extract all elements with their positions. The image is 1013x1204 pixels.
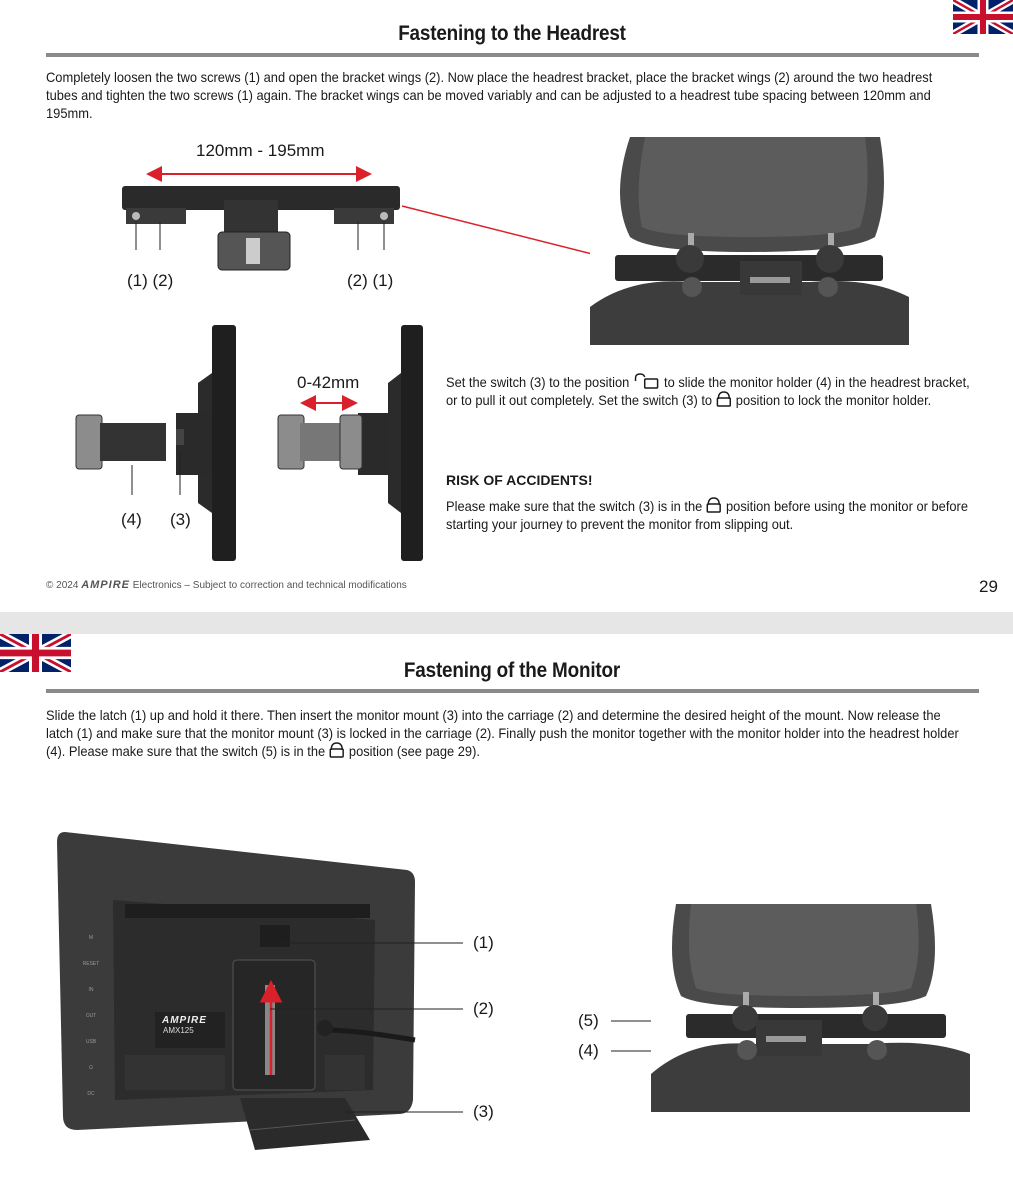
slide-range-label: 0-42mm (297, 373, 360, 392)
title-rule (46, 53, 979, 57)
spacing-dimension-label: 120mm - 195mm (196, 141, 325, 160)
side-button-label: USB (85, 1039, 97, 1045)
monitor-text-b: position (see page 29). (348, 743, 480, 759)
risk-text-b: position before using the monitor or before starting your journey to prevent the monitor from slipping out. (446, 498, 969, 532)
monitor-model-label: AMX125 (163, 1026, 194, 1035)
lock-open-icon (633, 373, 661, 389)
uk-flag-icon (953, 0, 1013, 34)
side-button-labels (80, 925, 102, 1107)
headrest-bracket-diagram (118, 160, 408, 275)
switch-instructions (446, 373, 970, 409)
callout-monitor-mount: (3) (473, 1102, 494, 1121)
label-screws-wings-left: (1) (2) (127, 271, 174, 290)
footer-year: 2024 (56, 580, 79, 591)
monitor-fastening-paragraph (46, 706, 966, 760)
title-rule (46, 689, 979, 693)
pointer-arrow-icon (400, 196, 615, 266)
switch-text-c: position to lock the monitor holder. (735, 392, 932, 408)
footer-text: Electronics – Subject to correction and technical modifications (132, 580, 407, 591)
lock-closed-icon (706, 497, 723, 513)
risk-heading: RISK OF ACCIDENTS! (446, 472, 593, 488)
footer (46, 579, 407, 591)
label-switch: (3) (170, 510, 191, 529)
side-button-label: Ω (89, 1065, 93, 1071)
callout-carriage: (2) (473, 999, 494, 1018)
page-title: Fastening to the Headrest (398, 22, 626, 45)
copyright-icon: © (46, 580, 54, 591)
side-button-label: OUT (85, 1013, 97, 1019)
side-button-label: DC (87, 1091, 95, 1097)
monitor-back-photo (55, 830, 425, 1155)
switch-text-a: Set the switch (3) to the position (446, 374, 630, 390)
page-separator (0, 612, 1013, 634)
callout-latch: (1) (473, 933, 494, 952)
monitor-slide-diagram (270, 323, 430, 563)
side-button-label: IN (88, 987, 94, 993)
switch-text-b: to slide the monitor holder (4) in the headrest bracket, or to pull it out completely. Set the switch (3) to (446, 374, 970, 408)
page-number: 29 (979, 577, 998, 596)
callout-headrest-holder: (4) (578, 1041, 599, 1060)
lock-closed-icon (716, 391, 733, 407)
callout-switch: (5) (578, 1011, 599, 1030)
side-button-label: RESET (82, 961, 100, 967)
monitor-text-a: Slide the latch (1) up and hold it there. Then insert the monitor mount (3) into the carriage (2) and determine the desired height of the mount. Now release the latch (1) and make sure that the monitor mount (3) is locked in the carriage (2). Finally push the monitor together with the monitor holder into the headrest holder (4). Please make sure that the switch (5) is in the (46, 707, 959, 759)
headrest-holder-photo (651, 904, 970, 1112)
label-wings-screws-right: (2) (1) (347, 271, 394, 290)
side-button-label: M (88, 935, 94, 941)
risk-text-a: Please make sure that the switch (3) is in the (446, 498, 703, 514)
footer-brand: AMPIRE (81, 579, 130, 591)
risk-paragraph (446, 497, 970, 533)
intro-paragraph: Completely loosen the two screws (1) and open the bracket wings (2). Now place the headrest bracket, place the bracket wings (2) around the two headrest tubes and tighten the two screws (1) again. The bracket wings can be moved variably and can be adjusted to a headrest tube spacing between 120mm and 195mm. (46, 69, 933, 121)
label-monitor-holder: (4) (121, 510, 142, 529)
lock-closed-icon (329, 742, 346, 758)
headrest-photo (590, 137, 909, 345)
uk-flag-icon (0, 634, 71, 672)
page-title: Fastening of the Monitor (403, 659, 621, 682)
monitor-brand-label: AMPIRE (162, 1015, 207, 1026)
monitor-holder-side-diagram (70, 323, 245, 563)
